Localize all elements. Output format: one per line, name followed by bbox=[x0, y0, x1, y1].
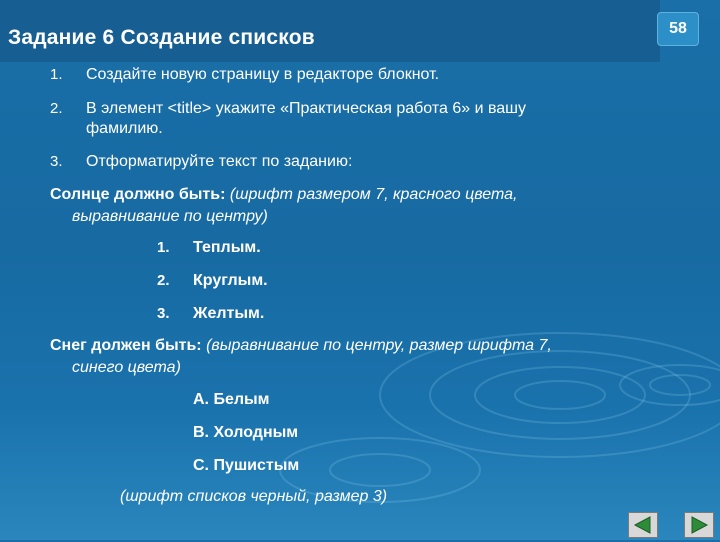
snow-item-c: C. Пушистым bbox=[193, 457, 300, 474]
triangle-left-icon bbox=[629, 513, 657, 537]
sun-item-2-number: 2. bbox=[157, 272, 170, 289]
step-2-text-line2: фамилию. bbox=[86, 120, 163, 137]
snow-note-line2: синего цвета) bbox=[72, 359, 181, 376]
snow-paragraph bbox=[50, 336, 552, 356]
step-3-text: Отформатируйте текст по заданию: bbox=[86, 153, 353, 170]
sun-item-2-text: Круглым. bbox=[193, 272, 268, 289]
prev-slide-button[interactable] bbox=[628, 512, 658, 538]
step-1-number: 1. bbox=[50, 66, 63, 83]
next-slide-button[interactable] bbox=[684, 512, 714, 538]
step-3-number: 3. bbox=[50, 153, 63, 170]
sun-item-1-text: Теплым. bbox=[193, 239, 261, 256]
sun-item-3-number: 3. bbox=[157, 305, 170, 322]
snow-item-a: A. Белым bbox=[193, 391, 270, 408]
triangle-right-icon bbox=[685, 513, 713, 537]
sun-item-3-text: Желтым. bbox=[193, 305, 265, 322]
sun-note-line1: (шрифт размером 7, красного цвета, bbox=[229, 186, 518, 203]
sun-label: Солнце должно быть: bbox=[50, 186, 226, 203]
footer-note: (шрифт списков черный, размер 3) bbox=[120, 488, 388, 505]
sun-paragraph bbox=[50, 185, 517, 205]
step-2-number: 2. bbox=[50, 100, 63, 117]
step-1-text: Создайте новую страницу в редакторе блокнот. bbox=[86, 66, 440, 83]
slide-title: Задание 6 Создание списков bbox=[8, 26, 315, 49]
sun-item-1-number: 1. bbox=[157, 239, 170, 256]
snow-item-b: B. Холодным bbox=[193, 424, 299, 441]
page-number-badge: 58 bbox=[657, 12, 699, 46]
snow-note-line1: (выравнивание по центру, размер шрифта 7, bbox=[206, 337, 552, 354]
sun-note-line2: выравнивание по центру) bbox=[72, 208, 268, 225]
step-2-text-line1: В элемент <title> укажите «Практическая работа 6» и вашу bbox=[86, 100, 526, 117]
snow-label: Снег должен быть: bbox=[50, 337, 202, 354]
